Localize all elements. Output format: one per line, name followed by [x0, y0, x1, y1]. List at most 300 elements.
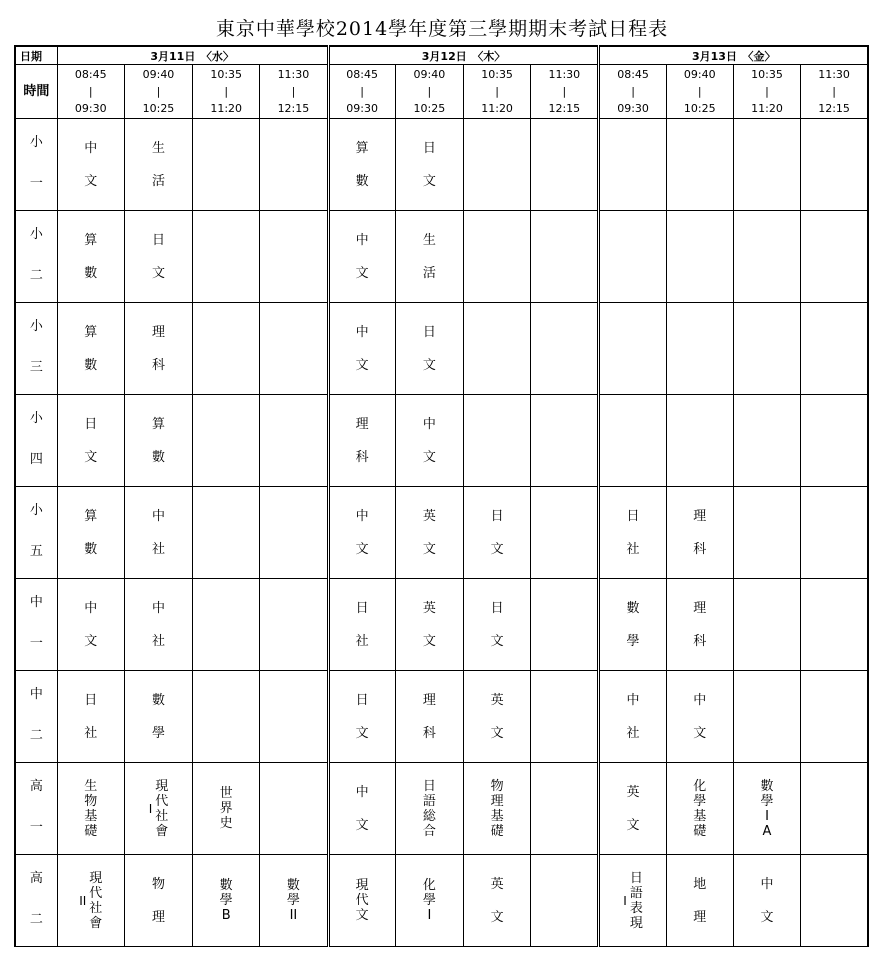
subject-char: 科: [151, 357, 165, 373]
exam-cell: [733, 119, 800, 211]
exam-cell: [801, 395, 868, 487]
subject-char: 會: [89, 915, 103, 931]
exam-cell: [733, 763, 800, 855]
subject-name: [84, 601, 97, 649]
grade-rows: [15, 119, 868, 947]
exam-cell: [733, 487, 800, 579]
exam-cell: [599, 119, 666, 211]
exam-cell: [463, 211, 530, 303]
subject-name: [152, 509, 165, 557]
subject-name: [423, 233, 436, 281]
grade-name: [15, 211, 57, 303]
subject-char: I: [765, 808, 769, 824]
period-end: 11:20: [751, 102, 783, 115]
exam-cell: [531, 211, 599, 303]
grade-char: 一: [29, 819, 43, 835]
exam-cell: [395, 487, 463, 579]
subject-char: 英: [422, 600, 436, 616]
period-sep: |: [832, 85, 836, 98]
period-end: 09:30: [346, 102, 378, 115]
period-header: [463, 65, 530, 119]
subject-char: 礎: [84, 823, 98, 839]
subject-char: 會: [155, 823, 169, 839]
exam-cell: [801, 303, 868, 395]
subject-char: 現: [355, 878, 369, 893]
subject-char: 文: [490, 541, 504, 557]
exam-cell: [463, 579, 530, 671]
subject-char: 文: [422, 633, 436, 649]
subject-char: 化: [693, 778, 707, 794]
subject-char: 史: [219, 816, 233, 831]
subject-char: 科: [693, 541, 707, 557]
subject-char: 文: [355, 817, 369, 833]
exam-cell: [733, 395, 800, 487]
exam-cell: [733, 303, 800, 395]
period-end: 11:20: [210, 102, 243, 115]
subject-char: 表: [629, 900, 643, 916]
exam-cell: [666, 487, 733, 579]
exam-cell: [57, 671, 124, 763]
subject-char: 理: [151, 909, 165, 925]
subject-name: [630, 871, 643, 931]
grade-row: [15, 303, 868, 395]
grade-name: [15, 395, 57, 487]
exam-cell: [801, 671, 868, 763]
period-end: 11:20: [481, 102, 513, 115]
exam-cell: [328, 119, 395, 211]
subject-char: I: [427, 908, 432, 923]
exam-cell: [463, 487, 530, 579]
subject-name: [220, 878, 233, 923]
subject-char: 日: [629, 870, 643, 886]
subject-name: [84, 325, 97, 373]
subject-char: 生: [84, 778, 98, 794]
subject-char: 日: [84, 692, 98, 708]
period-start: 08:45: [74, 68, 107, 81]
exam-cell: [124, 671, 192, 763]
exam-cell: [193, 211, 260, 303]
exam-cell: [193, 763, 260, 855]
exam-cell: [666, 671, 733, 763]
exam-cell: [666, 579, 733, 671]
exam-cell: [599, 579, 666, 671]
subject-char: 日: [151, 232, 165, 248]
exam-cell: [801, 211, 868, 303]
subject-char: 文: [355, 541, 369, 557]
exam-cell: [260, 303, 328, 395]
subject-name: [356, 325, 369, 373]
grade-name: [15, 487, 57, 579]
subject-char: 理: [693, 909, 707, 925]
subject-char: 現: [155, 778, 169, 794]
period-end: 12:15: [548, 102, 581, 115]
exam-cell: [260, 855, 328, 947]
period-end: 09:30: [74, 102, 107, 115]
period-header: [733, 65, 800, 119]
page-title: 東京中華學校2014學年度第三學期期末考試日程表: [215, 18, 669, 40]
subject-char: 中: [355, 232, 369, 248]
period-header: [328, 65, 395, 119]
subject-char: 日: [355, 600, 369, 616]
exam-cell: [57, 303, 124, 395]
subject-char: 中: [151, 508, 165, 524]
exam-cell: [531, 395, 599, 487]
grade-name: [15, 763, 57, 855]
grade-char: 一: [29, 175, 43, 191]
subject-name: [693, 509, 706, 557]
subject-char: 中: [355, 324, 369, 340]
exam-cell: [463, 855, 530, 947]
exam-cell: [666, 303, 733, 395]
period-start: 11:30: [277, 68, 310, 81]
subject-char: 物: [490, 778, 504, 794]
grade-char: 小: [29, 134, 43, 150]
exam-cell: [328, 671, 395, 763]
period-end: 10:25: [142, 102, 175, 115]
subject-char: 中: [84, 140, 98, 156]
subject-name: [356, 878, 369, 923]
exam-cell: [599, 487, 666, 579]
subject-char: 日: [490, 600, 504, 616]
period-sep: |: [765, 85, 769, 98]
exam-cell: [666, 763, 733, 855]
subject-name: [491, 601, 504, 649]
subject-char: 日: [422, 140, 436, 156]
exam-cell: [463, 763, 530, 855]
exam-cell: [328, 579, 395, 671]
exam-cell: [463, 119, 530, 211]
subject-char: 活: [422, 265, 436, 281]
subject-char: 數: [760, 778, 774, 794]
exam-cell: [599, 763, 666, 855]
period-sep: |: [562, 85, 567, 98]
subject-char: 文: [422, 173, 436, 189]
subject-char: 社: [151, 633, 165, 649]
exam-cell: [260, 671, 328, 763]
exam-cell: [395, 119, 463, 211]
subject-name: [423, 693, 436, 741]
subject-char: 理: [693, 600, 707, 616]
exam-cell: [531, 579, 599, 671]
subject-name: [356, 417, 369, 465]
exam-cell: [801, 763, 868, 855]
period-header: [801, 65, 868, 119]
exam-cell: [531, 119, 599, 211]
subject-char: 代: [155, 793, 169, 809]
subject-char: 理: [355, 416, 369, 432]
time-header-row: [15, 65, 868, 119]
subject-name: [155, 779, 168, 839]
subject-char: 生: [422, 232, 436, 248]
exam-cell: [395, 579, 463, 671]
subject-name: [627, 693, 640, 741]
subject-char: 文: [422, 449, 436, 465]
exam-cell: [733, 579, 800, 671]
period-start: 08:45: [617, 68, 649, 81]
subject-char: 文: [84, 173, 98, 189]
period-start: 11:30: [548, 68, 581, 81]
date-label: 日期: [15, 46, 57, 65]
grade-char: 二: [29, 911, 43, 927]
period-header: [57, 65, 124, 119]
subject-name: [152, 417, 165, 465]
subject-char: 算: [84, 232, 98, 248]
exam-cell: [124, 763, 192, 855]
exam-cell: [599, 211, 666, 303]
exam-cell: [531, 671, 599, 763]
subject-char: 文: [355, 265, 369, 281]
subject-char: 地: [693, 876, 707, 892]
grade-row: [15, 579, 868, 671]
subject-name: [152, 141, 165, 189]
subject-char: 代: [89, 885, 103, 901]
exam-cell: [124, 855, 192, 947]
period-end: 10:25: [683, 102, 716, 115]
subject-char: 語: [629, 885, 643, 901]
grade-name: [15, 119, 57, 211]
subject-char: 理: [422, 692, 436, 708]
grade-char: 小: [29, 318, 43, 334]
subject-name: [491, 693, 504, 741]
period-end: 10:25: [413, 102, 446, 115]
subject-char: 文: [151, 265, 165, 281]
grade-char: 高: [29, 778, 43, 794]
subject-char: 社: [355, 633, 369, 649]
period-header: [395, 65, 463, 119]
period-start: 10:35: [210, 68, 243, 81]
subject-char: 科: [422, 725, 436, 741]
subject-char: 現: [89, 870, 103, 886]
period-end: 12:15: [277, 102, 310, 115]
exam-cell: [260, 119, 328, 211]
subject-char: 日: [84, 416, 98, 432]
subject-name: [627, 509, 640, 557]
exam-cell: [531, 763, 599, 855]
subject-char: 英: [490, 876, 504, 892]
period-start: 08:45: [346, 68, 378, 81]
period-end: 09:30: [617, 102, 649, 115]
subject-char: 文: [490, 909, 504, 925]
exam-cell: [57, 855, 124, 947]
grade-row: [15, 855, 868, 947]
exam-cell: [328, 211, 395, 303]
subject-char: 英: [422, 508, 436, 524]
exam-cell: [531, 487, 599, 579]
exam-cell: [193, 487, 260, 579]
subject-name: [423, 601, 436, 649]
exam-cell: [193, 671, 260, 763]
exam-cell: [124, 303, 192, 395]
subject-char: 生: [151, 140, 165, 156]
subject-name: [356, 509, 369, 557]
grade-name: [15, 303, 57, 395]
subject-char: 総: [422, 808, 436, 824]
subject-name: [423, 141, 436, 189]
subject-char: 文: [84, 449, 98, 465]
subject-char: 學: [286, 893, 300, 908]
exam-cell: [801, 487, 868, 579]
exam-cell: [599, 855, 666, 947]
grade-char: 高: [29, 870, 43, 886]
subject-char: 數: [151, 449, 165, 465]
grade-char: 三: [29, 359, 43, 375]
subject-char: 代: [355, 893, 369, 908]
exam-cell: [463, 395, 530, 487]
subject-char: 社: [84, 725, 98, 741]
subject-char: 物: [151, 876, 165, 892]
subject-char: 文: [422, 541, 436, 557]
grade-char: 中: [29, 686, 43, 702]
subject-char: 學: [151, 725, 165, 741]
subject-name: [287, 878, 300, 923]
exam-cell: [328, 303, 395, 395]
exam-cell: [124, 487, 192, 579]
grade-char: 二: [29, 727, 43, 743]
exam-cell: [328, 487, 395, 579]
subject-name: [220, 786, 233, 831]
grade-char: 二: [29, 267, 43, 283]
grade-row: [15, 119, 868, 211]
exam-cell: [599, 671, 666, 763]
subject-char: 數: [151, 692, 165, 708]
subject-name: [423, 779, 436, 839]
grade-char: 小: [29, 226, 43, 242]
subject-char: 學: [760, 793, 774, 809]
subject-char: 數: [219, 878, 233, 893]
subject-name: [356, 233, 369, 281]
exam-cell: [57, 211, 124, 303]
period-header: [666, 65, 733, 119]
period-sep: |: [631, 85, 635, 98]
subject-name: [152, 601, 165, 649]
subject-roman: II: [79, 893, 87, 908]
subject-char: 學: [422, 893, 436, 908]
period-start: 10:35: [481, 68, 513, 81]
subject-char: 中: [422, 416, 436, 432]
subject-name: [152, 325, 165, 373]
subject-char: 化: [422, 878, 436, 893]
subject-char: 社: [151, 541, 165, 557]
exam-cell: [395, 303, 463, 395]
subject-roman: I: [623, 893, 627, 908]
subject-char: 現: [629, 915, 643, 931]
exam-cell: [733, 855, 800, 947]
subject-char: 數: [84, 357, 98, 373]
subject-name: [356, 601, 369, 649]
exam-cell: [463, 303, 530, 395]
date-header-row: [15, 46, 868, 65]
subject-char: 基: [693, 808, 707, 824]
exam-cell: [395, 671, 463, 763]
subject-char: 數: [84, 265, 98, 281]
subject-name: [84, 509, 97, 557]
grade-name: [15, 671, 57, 763]
exam-cell: [57, 395, 124, 487]
exam-cell: [733, 211, 800, 303]
exam-cell: [395, 763, 463, 855]
subject-char: 文: [490, 633, 504, 649]
subject-char: 礎: [693, 823, 707, 839]
subject-name: [627, 601, 640, 649]
subject-name: [760, 877, 773, 925]
exam-cell: [463, 671, 530, 763]
period-sep: |: [224, 85, 229, 98]
subject-roman: I: [148, 801, 153, 816]
exam-cell: [666, 119, 733, 211]
subject-name: [760, 779, 773, 839]
exam-cell: [531, 303, 599, 395]
time-label: 時間: [15, 65, 57, 119]
exam-cell: [666, 855, 733, 947]
exam-cell: [124, 119, 192, 211]
subject-char: 語: [422, 793, 436, 809]
subject-char: 理: [490, 793, 504, 809]
subject-char: 中: [84, 600, 98, 616]
period-start: 10:35: [751, 68, 783, 81]
period-header: [193, 65, 260, 119]
subject-name: [423, 509, 436, 557]
subject-char: 中: [151, 600, 165, 616]
exam-cell: [801, 119, 868, 211]
subject-char: 數: [355, 173, 369, 189]
exam-cell: [57, 579, 124, 671]
subject-name: [627, 785, 640, 833]
subject-name: [84, 779, 97, 839]
exam-cell: [328, 395, 395, 487]
period-header: [599, 65, 666, 119]
subject-char: B: [221, 908, 231, 923]
period-sep: |: [495, 85, 499, 98]
exam-cell: [193, 303, 260, 395]
subject-char: 文: [355, 357, 369, 373]
period-sep: |: [88, 85, 93, 98]
exam-cell: [124, 211, 192, 303]
subject-char: II: [289, 908, 298, 923]
day-header-2: 3月12日 〈木〉: [328, 46, 599, 65]
period-start: 09:40: [683, 68, 716, 81]
subject-char: 學: [693, 793, 707, 809]
subject-char: 文: [84, 633, 98, 649]
grade-row: [15, 211, 868, 303]
subject-char: 日: [422, 778, 436, 794]
subject-char: 算: [355, 140, 369, 156]
subject-char: 物: [84, 793, 98, 809]
subject-char: 文: [626, 817, 640, 833]
period-sep: |: [427, 85, 432, 98]
subject-char: 文: [355, 725, 369, 741]
exam-cell: [666, 211, 733, 303]
subject-char: 日: [490, 508, 504, 524]
subject-char: 基: [84, 808, 98, 824]
subject-char: A: [762, 823, 772, 839]
subject-name: [152, 693, 165, 741]
exam-cell: [193, 579, 260, 671]
exam-cell: [801, 579, 868, 671]
exam-cell: [666, 395, 733, 487]
exam-cell: [328, 763, 395, 855]
exam-cell: [260, 487, 328, 579]
subject-char: 中: [693, 692, 707, 708]
subject-char: 科: [355, 449, 369, 465]
exam-cell: [193, 119, 260, 211]
subject-char: 算: [84, 508, 98, 524]
grade-char: 五: [29, 543, 43, 559]
subject-char: 文: [693, 725, 707, 741]
exam-cell: [599, 303, 666, 395]
exam-cell: [124, 395, 192, 487]
subject-char: 算: [84, 324, 98, 340]
subject-char: 中: [355, 508, 369, 524]
